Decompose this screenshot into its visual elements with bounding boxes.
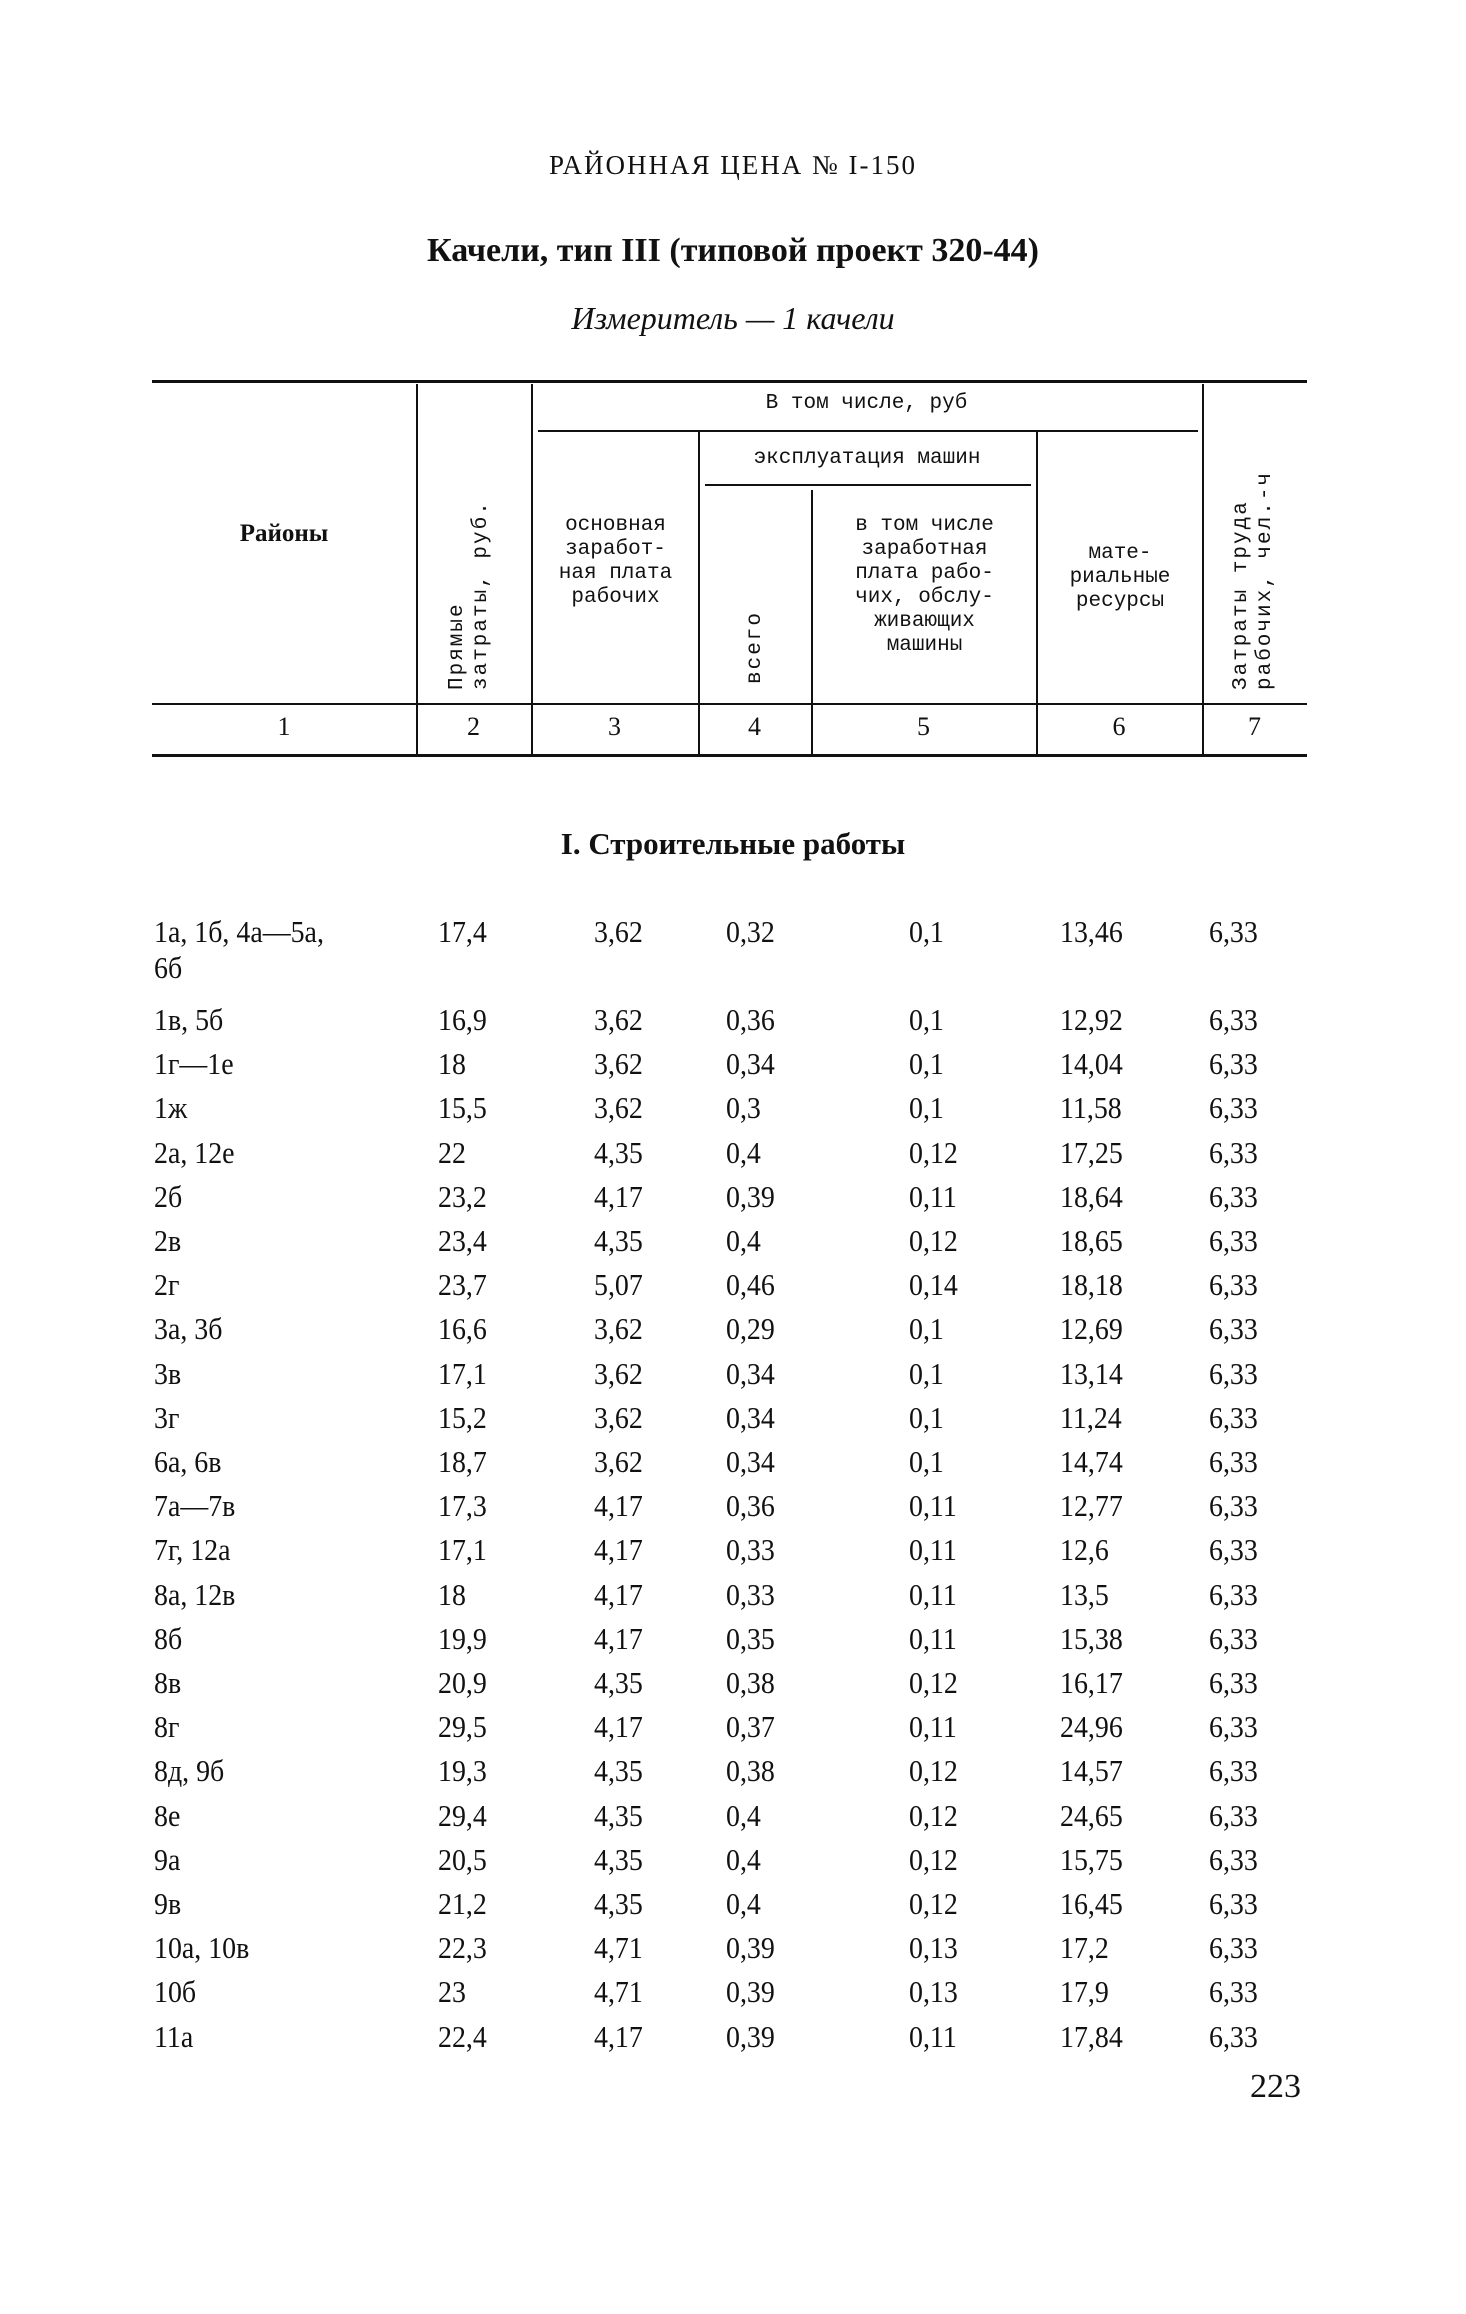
column-number: 6 <box>1112 712 1126 741</box>
cell-materials: 13,5 <box>1060 1576 1109 1612</box>
cell-base-wage: 4,17 <box>594 1576 643 1612</box>
page-number: 223 <box>1250 2068 1301 2105</box>
cell-machine-total: 0,32 <box>726 914 775 949</box>
header-labor-line2: рабочих, чел.-ч <box>1254 470 1277 690</box>
cell-machine-wage: 0,11 <box>909 1620 957 1656</box>
cell-district: 1г—1е <box>154 1046 234 1082</box>
cell-machine-wage: 0,1 <box>909 1355 944 1391</box>
cell-base-wage: 3,62 <box>594 1046 643 1082</box>
cell-materials: 24,65 <box>1060 1797 1123 1833</box>
cell-labor: 6,33 <box>1209 1665 1258 1700</box>
column-divider <box>1202 384 1204 756</box>
cell-base-wage: 4,35 <box>594 1134 643 1170</box>
cell-district: 7а—7в <box>154 1488 236 1524</box>
cell-direct-costs: 20,9 <box>438 1665 487 1700</box>
header-direct-costs-line2: затраты, руб. <box>470 500 493 690</box>
cell-labor: 6,33 <box>1209 1046 1258 1082</box>
header-base-wage-line: заработ- <box>565 538 666 561</box>
cell-district: 3г <box>154 1399 180 1435</box>
cell-district: 9в <box>154 1886 182 1921</box>
cell-labor: 6,33 <box>1209 2018 1258 2054</box>
cell-labor: 6,33 <box>1209 1399 1258 1435</box>
header-machine-wage-line: живающих <box>874 610 975 633</box>
cell-machine-wage: 0,11 <box>909 1532 957 1568</box>
cell-machine-total: 0,4 <box>726 1223 761 1258</box>
cell-machine-total: 0,4 <box>726 1886 761 1921</box>
cell-machine-total: 0,46 <box>726 1267 775 1303</box>
cell-labor: 6,33 <box>1209 1930 1258 1966</box>
cell-base-wage: 4,35 <box>594 1753 643 1789</box>
cell-machine-wage: 0,12 <box>909 1134 958 1170</box>
cell-direct-costs: 17,3 <box>438 1488 487 1524</box>
column-number: 4 <box>748 712 761 741</box>
cell-district: 3в <box>154 1355 182 1391</box>
cell-machine-wage: 0,1 <box>909 1002 944 1037</box>
cell-labor: 6,33 <box>1209 1532 1258 1568</box>
cell-labor: 6,33 <box>1209 1974 1258 2010</box>
cell-base-wage: 3,62 <box>594 1444 643 1479</box>
cell-machine-total: 0,4 <box>726 1841 761 1877</box>
header-direct-costs <box>446 500 494 690</box>
cell-direct-costs: 17,1 <box>438 1532 487 1568</box>
cell-direct-costs: 29,5 <box>438 1709 487 1745</box>
cell-materials: 18,18 <box>1060 1267 1123 1303</box>
cell-machine-wage: 0,11 <box>909 2018 957 2054</box>
cell-machine-wage: 0,11 <box>909 1576 957 1612</box>
cell-machine-wage: 0,12 <box>909 1665 958 1700</box>
header-base-wage-line: рабочих <box>571 586 660 609</box>
cell-direct-costs: 22,4 <box>438 2018 487 2054</box>
cell-direct-costs: 29,4 <box>438 1797 487 1833</box>
cell-machine-wage: 0,1 <box>909 1399 944 1435</box>
unit-of-measure: Измеритель — 1 качели <box>571 300 895 336</box>
cell-base-wage: 4,17 <box>594 1178 643 1214</box>
cell-base-wage: 4,35 <box>594 1223 643 1258</box>
cell-base-wage: 3,62 <box>594 1311 643 1347</box>
cell-labor: 6,33 <box>1209 1488 1258 1524</box>
cell-district: 2в <box>154 1223 182 1258</box>
cell-machine-wage: 0,12 <box>909 1223 958 1258</box>
cell-materials: 12,69 <box>1060 1311 1123 1347</box>
cell-labor: 6,33 <box>1209 1311 1258 1347</box>
cell-direct-costs: 23,2 <box>438 1178 487 1214</box>
cell-district: 10б <box>154 1974 197 2010</box>
cell-machine-wage: 0,12 <box>909 1841 958 1877</box>
cell-machine-wage: 0,12 <box>909 1886 958 1921</box>
column-divider <box>416 384 418 756</box>
cell-machine-wage: 0,13 <box>909 1974 958 2010</box>
header-machine-wage <box>813 514 1036 658</box>
cell-base-wage: 5,07 <box>594 1267 643 1303</box>
cell-materials: 11,58 <box>1060 1090 1122 1126</box>
cell-labor: 6,33 <box>1209 1620 1258 1656</box>
cell-machine-total: 0,39 <box>726 2018 775 2054</box>
cell-materials: 17,2 <box>1060 1930 1109 1966</box>
cell-base-wage: 4,71 <box>594 1930 643 1966</box>
header-direct-costs-line1: Прямые <box>446 602 469 690</box>
cell-district: 6а, 6в <box>154 1444 222 1479</box>
cell-base-wage: 4,17 <box>594 1709 643 1745</box>
cell-machine-total: 0,38 <box>726 1665 775 1700</box>
cell-materials: 16,45 <box>1060 1886 1123 1921</box>
page-title: Качели, тип III (типовой проект 320-44) <box>427 232 1039 269</box>
cell-labor: 6,33 <box>1209 1223 1258 1258</box>
cell-base-wage: 4,35 <box>594 1797 643 1833</box>
cell-base-wage: 3,62 <box>594 1355 643 1391</box>
column-number: 7 <box>1248 712 1261 741</box>
cell-base-wage: 3,62 <box>594 1090 643 1126</box>
cell-base-wage: 4,71 <box>594 1974 643 2010</box>
cell-materials: 12,92 <box>1060 1002 1123 1037</box>
cell-machine-wage: 0,14 <box>909 1267 958 1303</box>
cell-district: 1а, 1б, 4а—5а, <box>154 914 324 949</box>
cell-machine-total: 0,39 <box>726 1974 775 2010</box>
cell-machine-total: 0,35 <box>726 1620 775 1656</box>
cell-labor: 6,33 <box>1209 1444 1258 1479</box>
cell-direct-costs: 20,5 <box>438 1841 487 1877</box>
cell-direct-costs: 23 <box>438 1974 466 2010</box>
cell-materials: 15,38 <box>1060 1620 1123 1656</box>
cell-machine-total: 0,37 <box>726 1709 775 1745</box>
header-labor-line1: Затраты труда <box>1230 500 1253 690</box>
cell-machine-wage: 0,1 <box>909 1046 944 1082</box>
cell-district-continuation: 6б <box>154 950 183 985</box>
cell-materials: 17,9 <box>1060 1974 1109 2010</box>
cell-machine-wage: 0,11 <box>909 1709 957 1745</box>
header-machine-wage-line: плата рабо- <box>855 562 994 585</box>
cell-machine-total: 0,39 <box>726 1930 775 1966</box>
cell-direct-costs: 21,2 <box>438 1886 487 1921</box>
cell-machine-total: 0,34 <box>726 1355 775 1391</box>
cell-machine-wage: 0,12 <box>909 1753 958 1789</box>
cell-materials: 24,96 <box>1060 1709 1123 1745</box>
cell-base-wage: 4,35 <box>594 1841 643 1877</box>
cell-direct-costs: 16,9 <box>438 1002 487 1037</box>
header-machine-wage-line: в том числе <box>855 514 994 537</box>
header-base-wage-line: ная плата <box>558 562 673 585</box>
column-number: 3 <box>608 712 621 741</box>
cell-base-wage: 3,62 <box>594 1002 643 1037</box>
header-machine-wage-line: чих, обслу- <box>855 586 994 609</box>
cell-base-wage: 3,62 <box>594 1399 643 1435</box>
header-materials <box>1038 542 1202 614</box>
header-machine-wage-line: заработная <box>861 538 988 561</box>
cell-base-wage: 4,17 <box>594 1620 643 1656</box>
cell-direct-costs: 23,7 <box>438 1267 487 1303</box>
header-materials-line: риальные <box>1069 566 1171 589</box>
cell-machine-wage: 0,11 <box>909 1488 957 1524</box>
header-machine-wage-line: машины <box>886 634 963 657</box>
cell-district: 7г, 12а <box>154 1532 231 1568</box>
cell-district: 2а, 12е <box>154 1134 235 1170</box>
column-number: 5 <box>917 712 930 741</box>
cell-machine-total: 0,33 <box>726 1532 775 1568</box>
cell-direct-costs: 19,3 <box>438 1753 487 1789</box>
cell-labor: 6,33 <box>1209 1709 1258 1745</box>
cell-machine-wage: 0,1 <box>909 914 944 949</box>
cell-base-wage: 4,35 <box>594 1886 643 1921</box>
column-number: 2 <box>467 712 480 741</box>
cell-direct-costs: 22 <box>438 1134 466 1170</box>
cell-materials: 12,77 <box>1060 1488 1123 1524</box>
header-materials-line: ресурсы <box>1075 590 1165 613</box>
cell-district: 8е <box>154 1797 181 1833</box>
cell-labor: 6,33 <box>1209 1134 1258 1170</box>
cell-direct-costs: 16,6 <box>438 1311 487 1347</box>
cell-district: 8д, 9б <box>154 1753 225 1789</box>
cell-machine-total: 0,29 <box>726 1311 775 1347</box>
cell-base-wage: 3,62 <box>594 914 643 949</box>
cell-district: 1в, 5б <box>154 1002 224 1037</box>
machine-subheader-rule <box>705 484 1031 486</box>
cell-machine-wage: 0,12 <box>909 1797 958 1833</box>
cell-direct-costs: 17,1 <box>438 1355 487 1391</box>
cell-labor: 6,33 <box>1209 1753 1258 1789</box>
cell-machine-wage: 0,11 <box>909 1178 957 1214</box>
price-number-heading: РАЙОННАЯ ЦЕНА № I-150 <box>548 150 918 180</box>
cell-machine-wage: 0,1 <box>909 1444 944 1479</box>
cell-direct-costs: 17,4 <box>438 914 487 949</box>
cell-direct-costs: 19,9 <box>438 1620 487 1656</box>
cell-machine-wage: 0,13 <box>909 1930 958 1966</box>
cell-materials: 14,57 <box>1060 1753 1123 1789</box>
cell-machine-total: 0,4 <box>726 1134 761 1170</box>
cell-direct-costs: 22,3 <box>438 1930 487 1966</box>
cell-materials: 11,24 <box>1060 1399 1122 1435</box>
header-total: всего <box>744 610 767 684</box>
cell-materials: 14,74 <box>1060 1444 1123 1479</box>
cell-district: 2г <box>154 1267 180 1303</box>
cell-labor: 6,33 <box>1209 1267 1258 1303</box>
cell-direct-costs: 23,4 <box>438 1223 487 1258</box>
section-title: I. Строительные работы <box>560 826 906 861</box>
column-number: 1 <box>277 712 291 741</box>
cell-materials: 17,84 <box>1060 2018 1123 2054</box>
cell-machine-total: 0,38 <box>726 1753 775 1789</box>
cell-direct-costs: 15,5 <box>438 1090 487 1126</box>
cell-base-wage: 4,17 <box>594 2018 643 2054</box>
cell-district: 2б <box>154 1178 183 1214</box>
cell-machine-total: 0,34 <box>726 1399 775 1435</box>
cell-materials: 14,04 <box>1060 1046 1123 1082</box>
cell-materials: 13,14 <box>1060 1355 1123 1391</box>
cell-labor: 6,33 <box>1209 1886 1258 1921</box>
cell-labor: 6,33 <box>1209 1090 1258 1126</box>
cell-machine-total: 0,34 <box>726 1046 775 1082</box>
cell-machine-total: 0,3 <box>726 1090 761 1126</box>
header-base-wage <box>533 514 698 610</box>
cell-district: 1ж <box>154 1090 188 1126</box>
cell-direct-costs: 18,7 <box>438 1444 487 1479</box>
cell-materials: 17,25 <box>1060 1134 1123 1170</box>
cell-labor: 6,33 <box>1209 1355 1258 1391</box>
cell-district: 10а, 10в <box>154 1930 250 1966</box>
cell-machine-total: 0,4 <box>726 1797 761 1833</box>
column-divider <box>698 432 700 756</box>
header-materials-line: мате- <box>1088 542 1152 565</box>
cell-machine-wage: 0,1 <box>909 1311 944 1347</box>
cell-materials: 12,6 <box>1060 1532 1109 1568</box>
header-bottom-rule <box>152 703 1307 705</box>
cell-labor: 6,33 <box>1209 1841 1258 1877</box>
header-districts: Районы <box>239 520 329 547</box>
cell-materials: 18,65 <box>1060 1223 1123 1258</box>
cell-machine-total: 0,39 <box>726 1178 775 1214</box>
subheader-rule <box>538 430 1198 432</box>
cell-machine-total: 0,36 <box>726 1002 775 1037</box>
cell-base-wage: 4,17 <box>594 1488 643 1524</box>
cell-machine-wage: 0,1 <box>909 1090 944 1126</box>
cell-district: 8г <box>154 1709 180 1745</box>
cell-labor: 6,33 <box>1209 914 1258 949</box>
cell-machine-total: 0,34 <box>726 1444 775 1479</box>
header-machine-operation: эксплуатация машин <box>753 447 981 470</box>
header-labor-costs <box>1230 471 1278 690</box>
cell-labor: 6,33 <box>1209 1002 1258 1037</box>
cell-district: 3а, 3б <box>154 1311 223 1347</box>
cell-direct-costs: 18 <box>438 1576 466 1612</box>
cell-materials: 13,46 <box>1060 914 1123 949</box>
header-base-wage-line: основная <box>565 514 666 537</box>
header-including: В том числе, руб <box>765 392 968 415</box>
cell-district: 11а <box>154 2018 194 2054</box>
cell-materials: 16,17 <box>1060 1665 1123 1700</box>
cell-labor: 6,33 <box>1209 1178 1258 1214</box>
cell-direct-costs: 18 <box>438 1046 466 1082</box>
table-bottom-rule <box>152 754 1307 757</box>
cell-base-wage: 4,17 <box>594 1532 643 1568</box>
cell-district: 8в <box>154 1665 182 1700</box>
cell-labor: 6,33 <box>1209 1797 1258 1833</box>
cell-materials: 18,64 <box>1060 1178 1123 1214</box>
cell-district: 9а <box>154 1841 181 1877</box>
cell-labor: 6,33 <box>1209 1576 1258 1612</box>
cell-district: 8б <box>154 1620 183 1656</box>
cell-machine-total: 0,33 <box>726 1576 775 1612</box>
cell-direct-costs: 15,2 <box>438 1399 487 1435</box>
table-top-rule <box>152 380 1307 383</box>
cell-base-wage: 4,35 <box>594 1665 643 1700</box>
cell-materials: 15,75 <box>1060 1841 1123 1877</box>
cell-district: 8а, 12в <box>154 1576 236 1612</box>
cell-machine-total: 0,36 <box>726 1488 775 1524</box>
